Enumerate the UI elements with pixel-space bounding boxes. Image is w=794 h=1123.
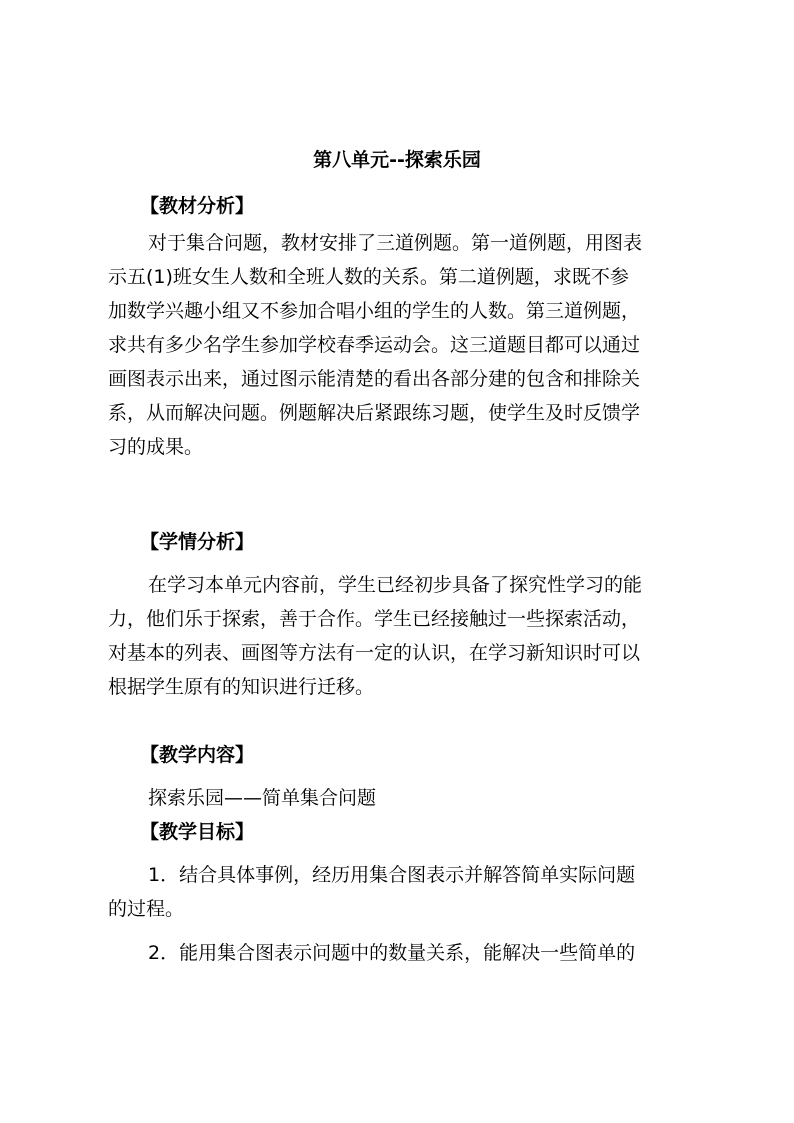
- paragraph-line: 求共有多少名学生参加学校春季运动会。这三道题目都可以通过: [108, 334, 641, 356]
- objective-item-2: [108, 936, 698, 970]
- section-heading-teaching-objectives: 【教学目标】: [140, 821, 255, 843]
- objective-line: 的过程。: [108, 898, 185, 920]
- paragraph-line: 习的成果。: [108, 436, 204, 458]
- section-heading-textbook-analysis: 【教材分析】: [140, 195, 255, 217]
- paragraph-line: 加数学兴趣小组又不参加合唱小组的学生的人数。第三道例题，: [108, 300, 641, 322]
- paragraph-line: 在学习本单元内容前，学生已经初步具备了探究性学习的能: [148, 574, 643, 596]
- paragraph-line: 对于集合问题，教材安排了三道例题。第一道例题，用图表: [148, 232, 643, 254]
- objective-line: 1．结合具体事例，经历用集合图表示并解答简单实际问题: [148, 864, 636, 886]
- paragraph-line: 根据学生原有的知识进行迁移。: [108, 676, 375, 698]
- paragraph-line: 力，他们乐于探索，善于合作。学生已经接触过一些探索活动，: [108, 608, 641, 630]
- objective-item-1: [108, 858, 698, 926]
- paragraph-line: 系，从而解决问题。例题解决后紧跟练习题，使学生及时反馈学: [108, 402, 641, 424]
- paragraph-line: 画图表示出来，通过图示能清楚的看出各部分建的包含和排除关: [108, 368, 641, 390]
- document-title: 第八单元--探索乐园: [313, 149, 481, 171]
- objective-line: 2．能用集合图表示问题中的数量关系，能解决一些简单的: [148, 942, 636, 964]
- paragraph-learner-analysis: [108, 568, 698, 704]
- paragraph-line: 对基本的列表、画图等方法有一定的认识，在学习新知识时可以: [108, 642, 641, 664]
- section-heading-learner-analysis: 【学情分析】: [140, 531, 255, 553]
- paragraph-line: 示五(1)班女生人数和全班人数的关系。第二道例题，求既不参: [108, 266, 629, 288]
- teaching-content-text: 探索乐园——简单集合问题: [148, 787, 377, 809]
- paragraph-textbook-analysis: [108, 226, 698, 464]
- section-heading-teaching-content: 【教学内容】: [140, 744, 255, 766]
